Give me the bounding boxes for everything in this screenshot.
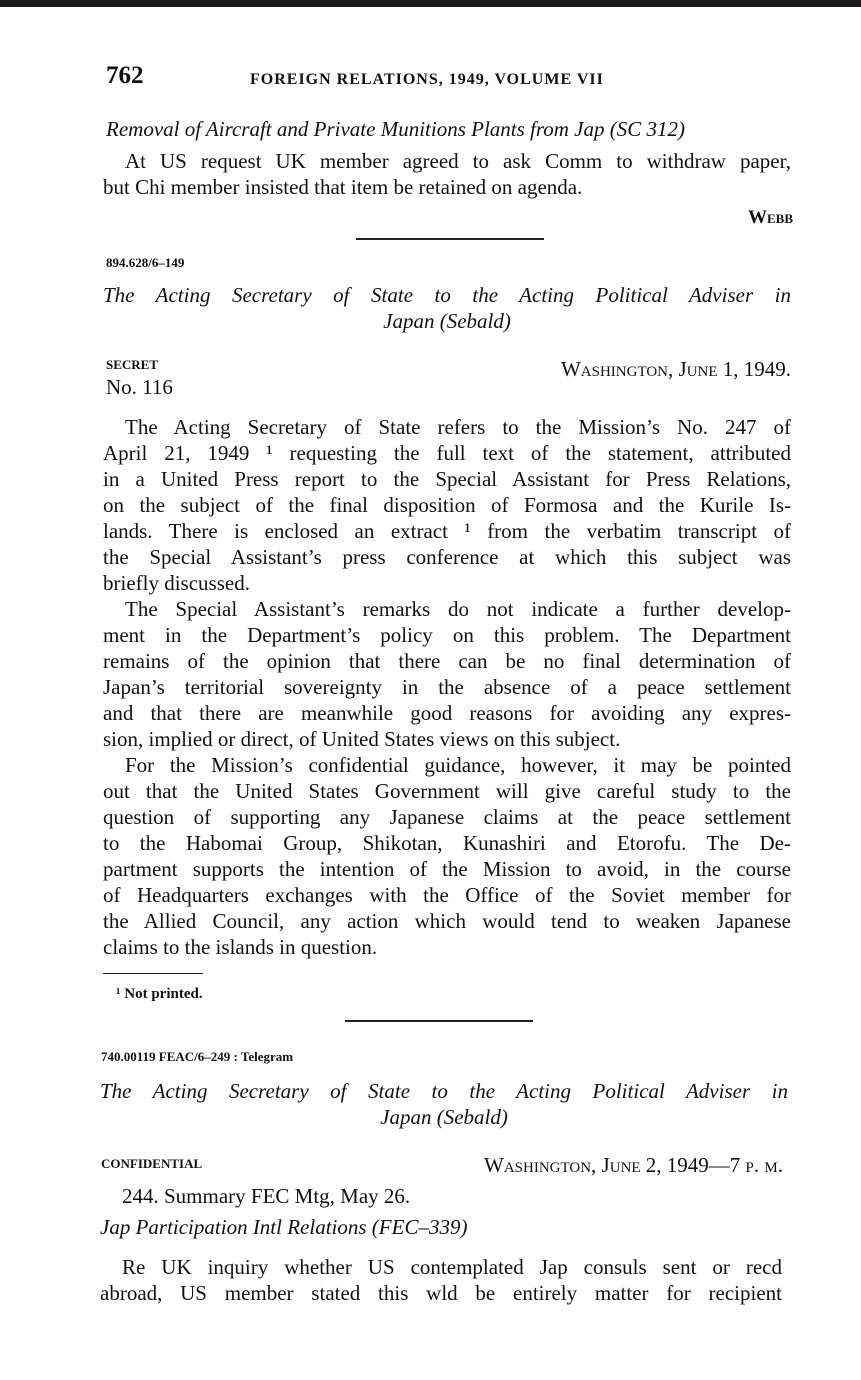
- paragraph: [103, 414, 791, 596]
- paragraph-line: claims to the islands in question.: [103, 935, 378, 959]
- paragraph-line: to the Habomai Group, Shikotan, Kunashiri and Etorofu. The De-: [103, 831, 791, 855]
- paragraph-line: The Acting Secretary of State refers to the Mission’s No. 247 of: [125, 415, 791, 439]
- title-line: The Acting Secretary of State to the Acting Political Adviser in: [100, 1079, 788, 1103]
- paragraph-line: of Headquarters exchanges with the Office of the Soviet member for: [103, 883, 791, 907]
- paragraph-line: Japan’s territorial sovereignty in the absence of a peace settlement: [103, 675, 791, 699]
- scan-edge: [0, 0, 861, 7]
- body-line: Re UK inquiry whether US contemplated Jap consuls sent or recd: [122, 1255, 782, 1279]
- paragraph-line: partment supports the intention of the Mission to avoid, in the course: [103, 857, 791, 881]
- title-line: Japan (Sebald): [383, 309, 511, 333]
- classification: CONFIDENTIAL: [101, 1156, 203, 1171]
- title-line: Japan (Sebald): [380, 1105, 508, 1129]
- body-line: At US request UK member agreed to ask Comm to withdraw paper,: [125, 149, 791, 173]
- paragraph-line: sion, implied or direct, of United States views on this subject.: [103, 727, 621, 751]
- file-number: 894.628/6–149: [106, 255, 185, 270]
- document-number: No. 116: [106, 375, 173, 399]
- section-body: [103, 148, 791, 200]
- paragraph-line: remains of the opinion that there can be no final determination of: [103, 649, 791, 673]
- dateline: Washington, June 2, 1949—7 p. m.: [484, 1153, 783, 1177]
- dateline: Washington, June 1, 1949.: [560, 357, 791, 381]
- paragraph-line: in a United Press report to the Special Assistant for Press Relations,: [103, 467, 791, 491]
- telegram-body: [100, 1254, 782, 1306]
- paragraph-line: the Allied Council, any action which would tend to weaken Japanese: [103, 909, 791, 933]
- paragraph-line: and that there are meanwhile good reasons for avoiding any expres-: [103, 701, 791, 725]
- page-number: 762: [106, 62, 144, 89]
- paragraph-line: question of supporting any Japanese claims at the peace settlement: [103, 805, 791, 829]
- file-number: 740.00119 FEAC/6–249 : Telegram: [101, 1049, 294, 1064]
- signature: Webb: [747, 207, 793, 228]
- paragraph-line: out that the United States Government will give careful study to the: [103, 779, 791, 803]
- paragraph-line: ment in the Department’s policy on this problem. The Department: [103, 623, 791, 647]
- title-line: The Acting Secretary of State to the Acting Political Adviser in: [103, 283, 791, 307]
- paragraph-line: For the Mission’s confidential guidance, however, it may be pointed: [125, 753, 791, 777]
- section-subject: Removal of Aircraft and Private Munitions Plants from Jap (SC 312): [106, 117, 685, 141]
- classification: SECRET: [106, 357, 159, 372]
- telegram-opening: 244. Summary FEC Mtg, May 26.: [122, 1184, 411, 1208]
- body-line: but Chi member insisted that item be retained on agenda.: [103, 175, 583, 199]
- paragraph: [103, 596, 791, 752]
- paragraph-line: lands. There is enclosed an extract ¹ from the verbatim transcript of: [103, 519, 791, 543]
- section-divider: [356, 238, 544, 240]
- paragraph-line: on the subject of the final disposition of Formosa and the Kurile Is-: [103, 493, 791, 517]
- telegram-subject: Jap Participation Intl Relations (FEC–339): [100, 1215, 468, 1239]
- body-line: abroad, US member stated this wld be entirely matter for recipient: [100, 1281, 782, 1305]
- paragraph-line: briefly discussed.: [103, 571, 250, 595]
- paragraph-line: April 21, 1949 ¹ requesting the full text of the statement, attributed: [103, 441, 791, 465]
- document-title: [103, 282, 791, 334]
- paragraph-line: The Special Assistant’s remarks do not indicate a further develop-: [125, 597, 791, 621]
- paragraph-line: the Special Assistant’s press conference at which this subject was: [103, 545, 791, 569]
- running-title: FOREIGN RELATIONS, 1949, VOLUME VII: [250, 71, 604, 88]
- paragraph: [103, 752, 791, 960]
- footnote-rule: [103, 973, 203, 974]
- document-title: [100, 1078, 788, 1130]
- section-divider: [345, 1020, 533, 1022]
- footnote: ¹ Not printed.: [116, 986, 203, 1002]
